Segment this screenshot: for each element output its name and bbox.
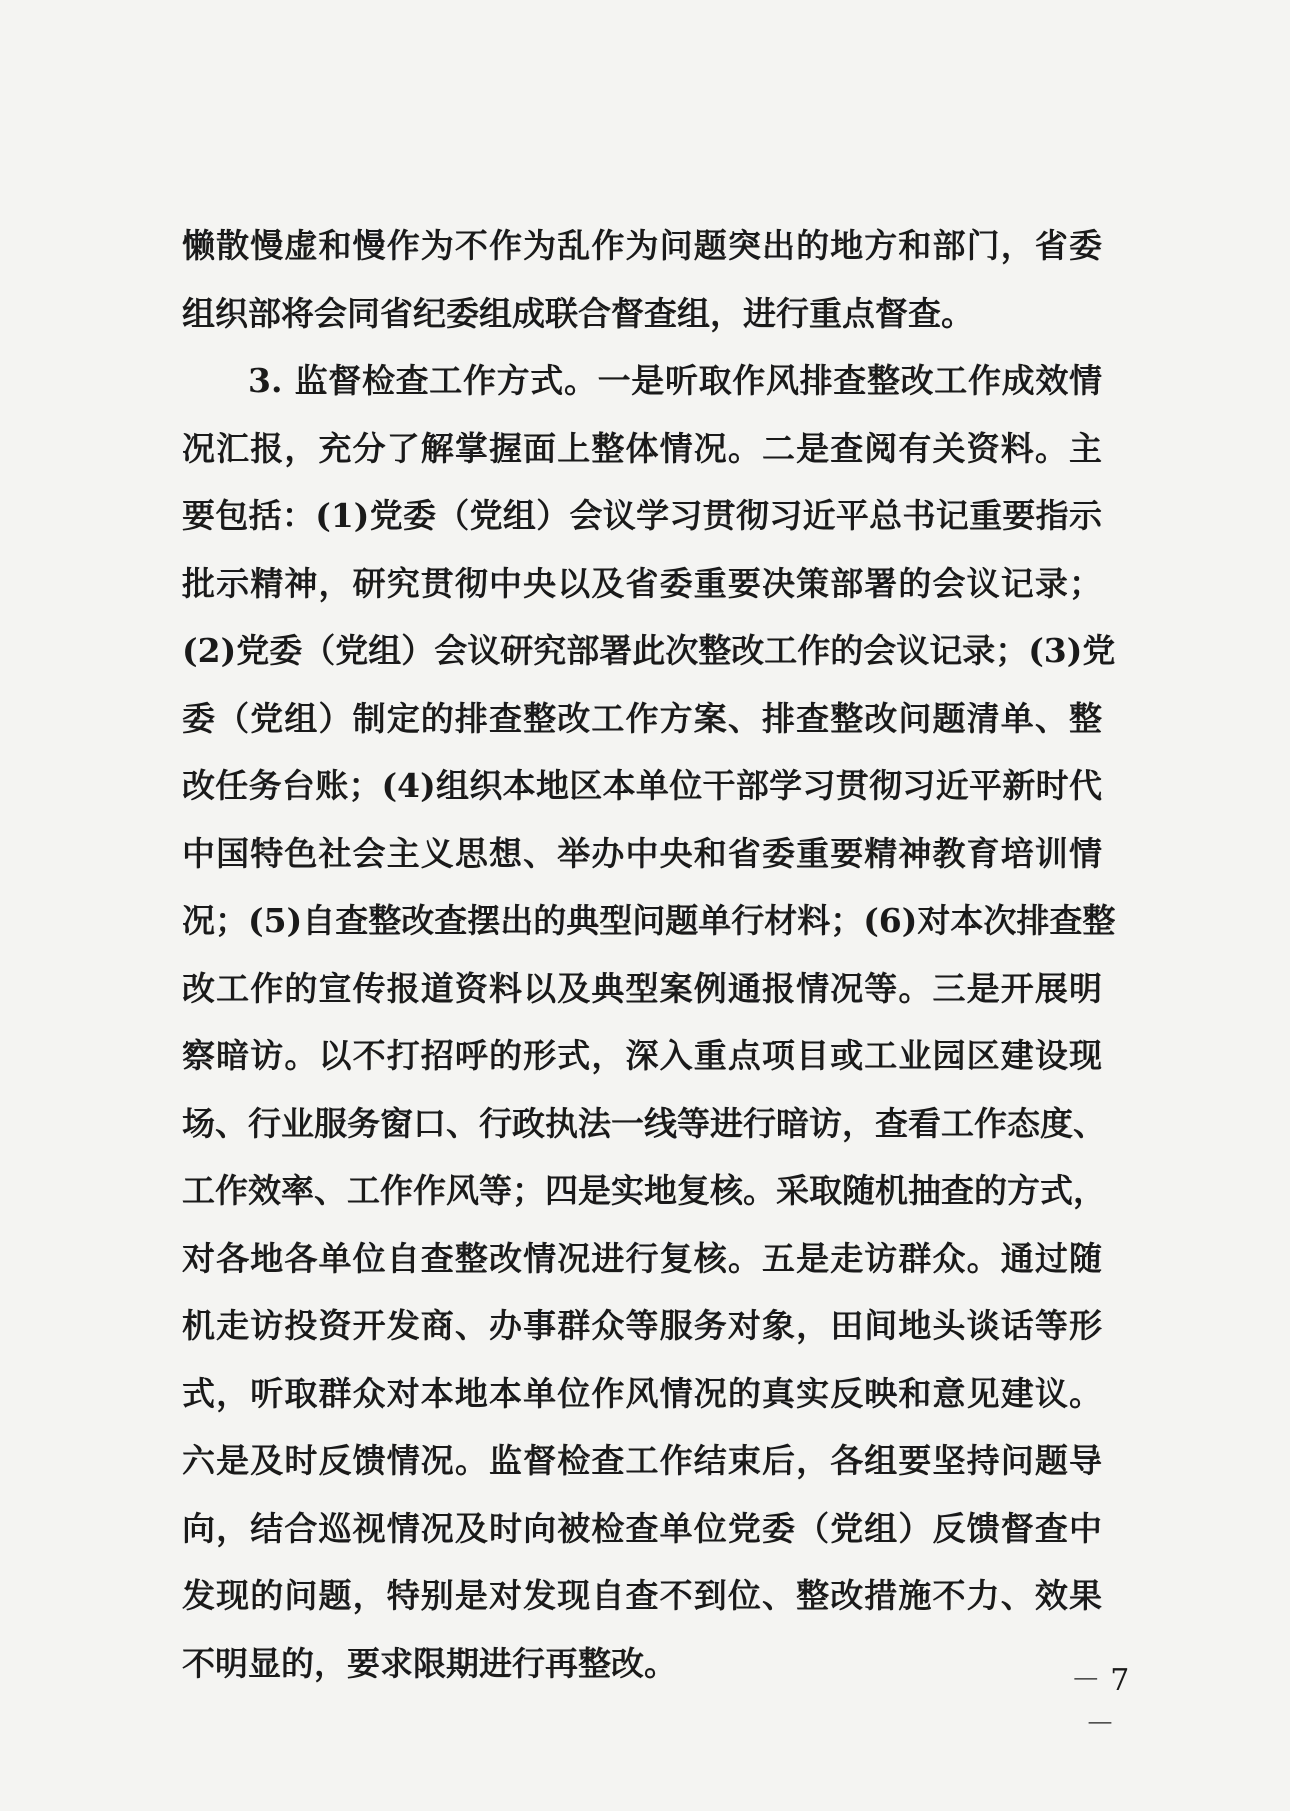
text-line: 要包括：(1)党委（党组）会议学习贯彻习近平总书记重要指示	[182, 496, 1102, 535]
text-line: 六是及时反馈情况。监督检查工作结束后，各组要坚持问题导	[182, 1441, 1102, 1480]
text-line: 式，听取群众对本地本单位作风情况的真实反映和意见建议。	[182, 1373, 1102, 1413]
text-line: 发现的问题，特别是对发现自查不到位、整改措施不力、效果	[182, 1576, 1102, 1615]
text-line: (2)党委（党组）会议研究部署此次整改工作的会议记录；(3)党	[182, 631, 1116, 670]
text-line: 批示精神，研究贯彻中央以及省委重要决策部署的会议记录；	[182, 563, 1102, 603]
text-line: 场、行业服务窗口、行政执法一线等进行暗访，查看工作态度、	[182, 1103, 1106, 1143]
text-line: 察暗访。以不打招呼的形式，深入重点项目或工业园区建设现	[182, 1036, 1102, 1075]
text-line: 组织部将会同省纪委组成联合督查组，进行重点督查。	[182, 293, 974, 333]
text-line: 委（党组）制定的排查整改工作方案、排查整改问题清单、整	[182, 698, 1102, 738]
text-line: 中国特色社会主义思想、举办中央和省委重要精神教育培训情	[182, 833, 1102, 873]
page-number: － 7 －	[1070, 1663, 1130, 1742]
text-line: 况汇报，充分了解掌握面上整体情况。二是查阅有关资料。主	[182, 428, 1102, 468]
text-line: 改任务台账；(4)组织本地区本单位干部学习贯彻习近平新时代	[182, 766, 1102, 805]
text-line: 工作效率、工作作风等；四是实地复核。采取随机抽查的方式，	[182, 1171, 1106, 1210]
text-line: 改工作的宣传报道资料以及典型案例通报情况等。三是开展明	[182, 968, 1102, 1008]
body-text	[182, 212, 1116, 1697]
text-line: 况；(5)自查整改查摆出的典型问题单行材料；(6)对本次排查整	[182, 901, 1116, 940]
text-line: 懒散慢虚和慢作为不作为乱作为问题突出的地方和部门，省委	[182, 226, 1102, 265]
text-line: 不明显的，要求限期进行再整改。	[182, 1643, 677, 1683]
text-line: 对各地各单位自查整改情况进行复核。五是走访群众。通过随	[182, 1238, 1102, 1278]
text-line: 机走访投资开发商、办事群众等服务对象，田间地头谈话等形	[182, 1306, 1102, 1345]
section-heading-line: 3. 监督检查工作方式。一是听取作风排查整改工作成效情	[248, 361, 1102, 400]
text-line: 向，结合巡视情况及时向被检查单位党委（党组）反馈督查中	[182, 1508, 1102, 1548]
